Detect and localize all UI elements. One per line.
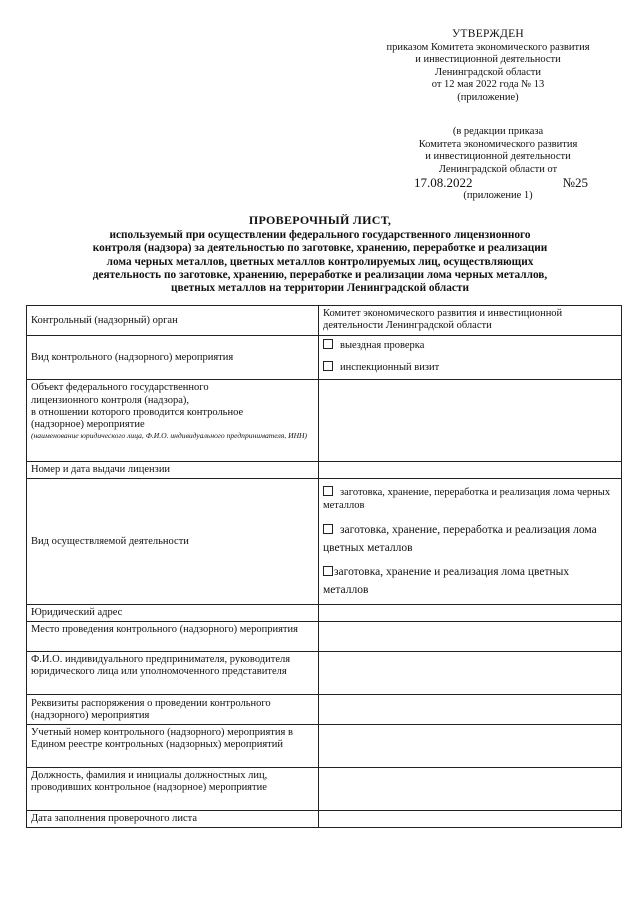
option-nonferrous[interactable] (323, 521, 617, 557)
person-label: Ф.И.О. индивидуального предпринимателя, руководителя юридического лица или уполномоченного представителя (27, 651, 319, 694)
place-value[interactable] (319, 621, 622, 651)
option-inspection-visit[interactable] (323, 361, 617, 374)
fill-date-label: Дата заполнения проверочного листа (27, 810, 319, 827)
table-row (27, 767, 622, 810)
order-label: Реквизиты распоряжения о проведении контрольного (надзорного) мероприятия (27, 694, 319, 724)
officials-label: Должность, фамилия и инициалы должностных лиц, проводивших контрольное (надзорное) мероприятие (27, 767, 319, 810)
table-row (27, 651, 622, 694)
license-value[interactable] (319, 462, 622, 479)
edition-block (380, 126, 616, 201)
option-ferrous[interactable] (323, 486, 617, 511)
option-label: выездная проверка (340, 340, 425, 351)
title-line: лома черных металлов, цветных металлов контролируемых лиц, осуществляющих (106, 255, 534, 268)
object-note: (наименование юридического лица, Ф.И.О. индивидуального предпринимателя, ИНН) (31, 431, 308, 441)
place-label: Место проведения контрольного (надзорного) мероприятия (27, 621, 319, 651)
table-row (27, 380, 622, 462)
option-label: инспекционный визит (340, 362, 440, 374)
object-label (27, 380, 319, 462)
edition-appendix: (приложение 1) (463, 190, 533, 201)
table-row (27, 479, 622, 604)
checkbox-icon[interactable] (323, 339, 333, 349)
edition-number: №25 (562, 175, 588, 190)
person-value[interactable] (319, 651, 622, 694)
table-row (27, 724, 622, 767)
event-type-label: Вид контрольного (надзорного) мероприятия (27, 336, 319, 380)
organ-value: Комитет экономического развития и инвестиционной деятельности Ленинградской области (319, 306, 622, 336)
legal-address-value[interactable] (319, 604, 622, 621)
table-row (27, 336, 622, 380)
organ-label: Контрольный (надзорный) орган (27, 306, 319, 336)
checkbox-icon[interactable] (323, 361, 333, 371)
officials-value[interactable] (319, 767, 622, 810)
object-label-line: лицензионного контроля (надзора), (31, 394, 190, 406)
table-row (27, 621, 622, 651)
legal-address-label: Юридический адрес (27, 604, 319, 621)
title-line: контроля (надзора) за деятельностью по заготовке, хранению, переработке и реализации (92, 242, 548, 255)
option-label: заготовка, хранение и реализация лома цветных металлов (323, 565, 570, 596)
edition-line: и инвестиционной деятельности (425, 151, 571, 162)
title-heading: ПРОВЕРОЧНЫЙ ЛИСТ, (248, 213, 392, 227)
option-onsite-inspection[interactable] (323, 339, 617, 352)
edition-date-line (380, 176, 616, 190)
edition-line: Комитета экономического развития (418, 138, 578, 150)
option-label: заготовка, хранение, переработка и реализация лома черных металлов (323, 487, 611, 511)
approval-line: (приложение) (457, 91, 519, 103)
checkbox-icon[interactable] (323, 486, 333, 496)
approval-line: приказом Комитета экономического развития (386, 41, 590, 53)
edition-date: 17.08.2022 (414, 175, 473, 190)
approval-line: от 12 мая 2022 года № 13 (431, 79, 545, 90)
object-label-line: Объект федерального государственного (31, 382, 209, 394)
title-line: деятельность по заготовке, хранению, переработке и реализации лома черных металлов, (92, 268, 548, 281)
fill-date-value[interactable] (319, 810, 622, 827)
object-label-line: (надзорное) мероприятие (31, 419, 145, 431)
order-value[interactable] (319, 694, 622, 724)
document-title (30, 214, 610, 295)
option-label: заготовка, хранение, переработка и реализация лома цветных металлов (323, 523, 597, 554)
approval-block (360, 28, 616, 104)
table-row (27, 694, 622, 724)
table-row (27, 810, 622, 827)
approval-heading: УТВЕРЖДЕН (451, 28, 525, 40)
activity-label: Вид осуществляемой деятельности (27, 479, 319, 604)
edition-line: (в редакции приказа (452, 126, 544, 137)
license-label: Номер и дата выдачи лицензии (27, 462, 319, 479)
option-nonferrous-storage[interactable] (323, 563, 617, 599)
approval-line: Ленинградской области (435, 66, 541, 78)
edition-line: Ленинградской области от (438, 163, 558, 175)
checkbox-icon[interactable] (323, 524, 333, 534)
approval-line: и инвестиционной деятельности (415, 54, 561, 65)
checkbox-icon[interactable] (323, 566, 333, 576)
checklist-table (26, 305, 622, 828)
table-row (27, 462, 622, 479)
table-row (27, 604, 622, 621)
object-value[interactable] (319, 380, 622, 462)
table-row (27, 306, 622, 336)
title-line: используемый при осуществлении федерального государственного лицензионного (109, 229, 531, 242)
object-label-line: в отношении которого проводится контрольное (31, 406, 244, 418)
activity-options (319, 479, 622, 604)
title-line: цветных металлов на территории Ленинградской области (171, 282, 469, 295)
registry-value[interactable] (319, 724, 622, 767)
event-type-options (319, 336, 622, 380)
registry-label: Учетный номер контрольного (надзорного) мероприятия в Едином реестре контрольных (надзорных) мероприятий (27, 724, 319, 767)
